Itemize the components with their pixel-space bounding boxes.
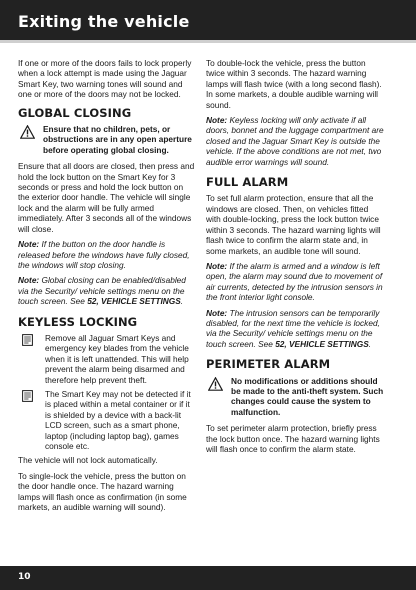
note-paragraph	[18, 239, 196, 270]
global-closing-warning	[18, 124, 196, 155]
header-divider	[0, 40, 416, 43]
keyless-paragraph: To single-lock the vehicle, press the button on the door handle once. The hazard warning lamps will flash once as confirmation (in some markets, an audible warning will sound).	[18, 470, 187, 513]
right-column	[206, 58, 384, 459]
warning-text: Ensure that no children, pets, or obstructions are in any open aperture before operating global closing.	[43, 124, 192, 155]
info-note-icon	[22, 390, 33, 402]
note-label: Note:	[18, 239, 40, 250]
double-lock-paragraph: To double-lock the vehicle, press the button twice within 3 seconds. The hazard warning lamps will flash twice (with a long second flash). In some markets, a double audible warning will sound.	[206, 58, 382, 110]
keyless-info-text: Remove all Jaguar Smart Keys and emergency key blades from the vehicle when it is left unattended. This will help prevent the alarm being disarmed and therefore help prevent theft.	[45, 332, 189, 385]
note-paragraph	[206, 115, 384, 167]
info-note-icon	[22, 334, 33, 346]
section-heading-global-closing: GLOBAL CLOSING	[18, 105, 132, 120]
note-label: Note:	[206, 115, 228, 126]
note-text: Keyless locking will only activate if all doors, bonnet and the luggage compartment are closed and the Jaguar Smart Key is outside the vehicle. If the above conditions are not met, two audible error warnings will sound.	[206, 115, 384, 167]
cross-reference-link[interactable]: 52, VEHICLE SETTINGS	[87, 296, 181, 307]
keyless-info-item	[18, 389, 196, 451]
perimeter-alarm-body: To set perimeter alarm protection, briefly press the lock button once. The hazard warning lights will flash once to confirm the alarm state.	[206, 423, 380, 454]
keyless-info-text: The Smart Key may not be detected if it is placed within a metal container or if it is shielded by a device with a back-lit LCD screen, such as a smart phone, laptop (including laptop bag), games console etc.	[45, 388, 191, 451]
page-footer-bar	[0, 566, 416, 590]
page-header-bar	[0, 0, 416, 40]
note-paragraph	[206, 308, 384, 350]
note-label: Note:	[206, 307, 228, 318]
cross-reference-link[interactable]: 52, VEHICLE SETTINGS	[275, 338, 369, 349]
full-alarm-body: To set full alarm protection, ensure that all the windows are closed. Then, on vehicles fitted with double-locking, press the lock button twice within 3 seconds. The hazard warning lights will flash twice to confirm the alarm state and, in some markets, an audible tone will sound.	[206, 193, 381, 256]
note-paragraph	[18, 275, 196, 306]
note-text: Global closing can be enabled/disabled via the Security/ vehicle settings menu on the touch screen. See	[18, 275, 186, 307]
keyless-info-item	[18, 333, 196, 385]
keyless-paragraph: The vehicle will not lock automatically.	[18, 455, 158, 466]
note-end: .	[180, 296, 184, 307]
note-paragraph	[206, 261, 384, 303]
warning-triangle-icon	[208, 377, 223, 391]
note-text: The intrusion sensors can be temporarily disabled, for the next time the vehicle is locked, via the Security/ vehicle settings menu on the touch screen. See	[206, 307, 380, 349]
section-heading-perimeter-alarm: PERIMETER ALARM	[206, 357, 331, 372]
perimeter-alarm-warning	[206, 376, 384, 418]
page-title: Exiting the vehicle	[18, 12, 190, 31]
note-text: If the button on the door handle is released before the windows have fully closed, the windows will stop closing.	[18, 239, 190, 270]
warning-text: No modifications or additions should be made to the anti-theft system. Such changes could cause the system to malfunction.	[231, 375, 384, 417]
note-end: .	[368, 338, 372, 349]
note-text: If the alarm is armed and a window is left open, the alarm may sound due to movement of air currents, detected by the intrusion sensors in the front interior light console.	[206, 260, 383, 303]
global-closing-body: Ensure that all doors are closed, then press and hold the lock button on the Smart Key for 3 seconds or press and hold the lock button on the exterior door handle. The vehicle will single lock and the alarm will be fully armed immediately. After 3 seconds all of the windows will close.	[18, 161, 195, 234]
warning-triangle-icon	[20, 125, 35, 139]
intro-paragraph: If one or more of the doors fails to lock properly when a lock attempt is made using the Jaguar Smart Key, two warning tones will sound and one or more of the doors may not be locked.	[18, 58, 192, 100]
section-heading-full-alarm: FULL ALARM	[206, 175, 289, 190]
note-label: Note:	[206, 260, 228, 271]
note-label: Note:	[18, 275, 40, 286]
section-heading-keyless-locking: KEYLESS LOCKING	[18, 314, 138, 329]
left-column	[18, 58, 196, 517]
page-number: 10	[18, 572, 31, 582]
